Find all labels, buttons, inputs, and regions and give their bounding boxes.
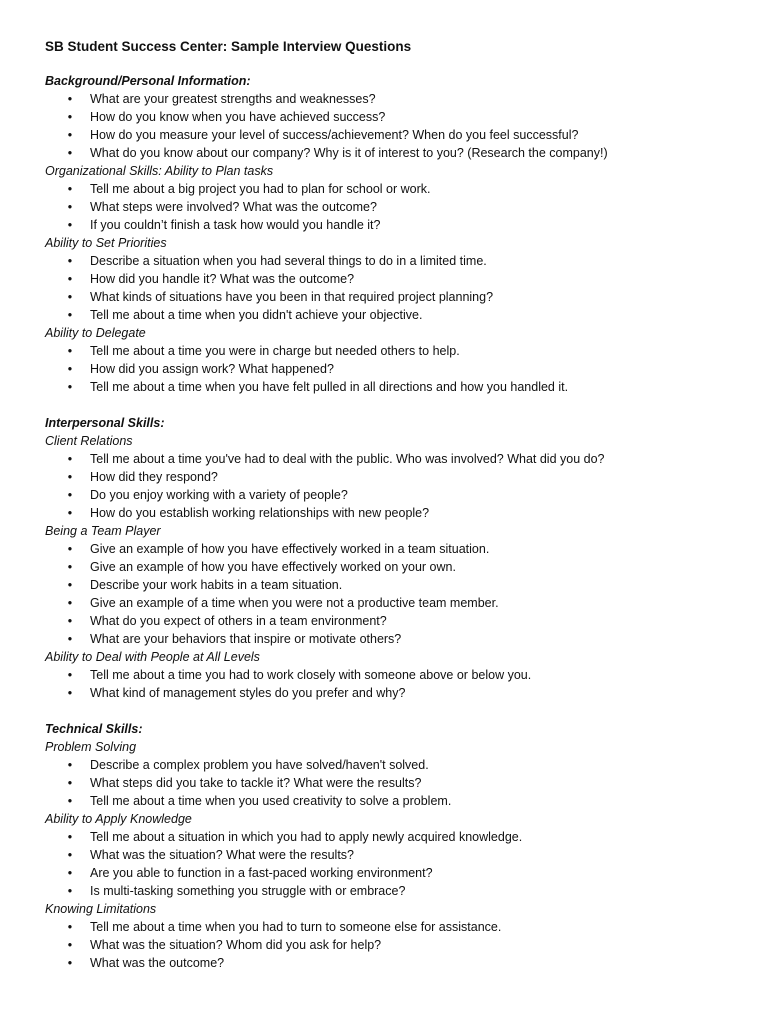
bullet-icon: •: [67, 344, 73, 358]
list-item-text: Describe a situation when you had several things to do in a limited time.: [90, 254, 487, 268]
subsection-heading: Ability to Set Priorities: [45, 236, 167, 250]
subsection-heading: Being a Team Player: [45, 524, 161, 538]
document-title: SB Student Success Center: Sample Interview Questions: [45, 39, 412, 54]
subsection-heading: Client Relations: [45, 434, 133, 448]
list-item-text: Is multi-tasking something you struggle with or embrace?: [90, 884, 406, 898]
subsection-heading: Problem Solving: [45, 740, 137, 754]
list-item-text: Describe your work habits in a team situation.: [90, 578, 343, 592]
bullet-icon: •: [67, 920, 73, 934]
bullet-icon: •: [67, 578, 73, 592]
bullet-icon: •: [67, 830, 73, 844]
list-item-text: Are you able to function in a fast-paced working environment?: [90, 866, 433, 880]
bullet-icon: •: [67, 632, 73, 646]
bullet-icon: •: [67, 182, 73, 196]
list-item-text: How do you know when you have achieved success?: [90, 110, 386, 124]
list-item-text: Tell me about a time you've had to deal with the public. Who was involved? What did you do?: [90, 452, 605, 466]
list-item-text: What was the outcome?: [90, 956, 225, 970]
section-heading: Interpersonal Skills:: [45, 416, 165, 430]
bullet-icon: •: [67, 848, 73, 862]
section-heading: Background/Personal Information:: [45, 74, 251, 88]
list-item-text: How do you establish working relationships with new people?: [90, 506, 430, 520]
bullet-icon: •: [67, 794, 73, 808]
list-item-text: Tell me about a big project you had to plan for school or work.: [90, 182, 431, 196]
bullet-icon: •: [67, 110, 73, 124]
bullet-icon: •: [67, 362, 73, 376]
bullet-icon: •: [67, 218, 73, 232]
list-item-text: What kind of management styles do you prefer and why?: [90, 686, 406, 700]
bullet-icon: •: [67, 506, 73, 520]
bullet-icon: •: [67, 956, 73, 970]
section-heading: Technical Skills:: [45, 722, 143, 736]
bullet-icon: •: [67, 272, 73, 286]
list-item-text: What was the situation? What were the results?: [90, 848, 355, 862]
list-item-text: Describe a complex problem you have solved/haven't solved.: [90, 758, 429, 772]
list-item-text: How do you measure your level of success/achievement? When do you feel successful?: [90, 128, 579, 142]
bullet-icon: •: [67, 380, 73, 394]
bullet-icon: •: [67, 542, 73, 556]
bullet-icon: •: [67, 866, 73, 880]
bullet-icon: •: [67, 560, 73, 574]
list-item-text: Tell me about a time when you didn't achieve your objective.: [90, 308, 423, 322]
list-item-text: What steps were involved? What was the outcome?: [90, 200, 377, 214]
bullet-icon: •: [67, 254, 73, 268]
bullet-icon: •: [67, 686, 73, 700]
list-item-text: Tell me about a time you were in charge but needed others to help.: [90, 344, 460, 358]
bullet-icon: •: [67, 146, 73, 160]
list-item-text: What kinds of situations have you been in that required project planning?: [90, 290, 494, 304]
list-item-text: Do you enjoy working with a variety of people?: [90, 488, 348, 502]
list-item-text: Give an example of how you have effectively worked in a team situation.: [90, 542, 490, 556]
subsection-heading: Knowing Limitations: [45, 902, 157, 916]
list-item-text: If you couldn’t finish a task how would you handle it?: [90, 218, 381, 232]
list-item-text: How did you handle it? What was the outcome?: [90, 272, 355, 286]
list-item-text: What are your greatest strengths and weaknesses?: [90, 92, 376, 106]
bullet-icon: •: [67, 308, 73, 322]
bullet-icon: •: [67, 452, 73, 466]
list-item-text: Tell me about a time when you have felt pulled in all directions and how you handled it.: [90, 380, 569, 394]
bullet-icon: •: [67, 470, 73, 484]
list-item-text: Tell me about a time when you had to turn to someone else for assistance.: [90, 920, 502, 934]
bullet-icon: •: [67, 884, 73, 898]
list-item-text: How did you assign work? What happened?: [90, 362, 334, 376]
bullet-icon: •: [67, 290, 73, 304]
list-item-text: What steps did you take to tackle it? What were the results?: [90, 776, 422, 790]
subsection-heading: Organizational Skills: Ability to Plan tasks: [45, 164, 274, 178]
list-item-text: Tell me about a time you had to work closely with someone above or below you.: [90, 668, 532, 682]
list-item-text: What do you expect of others in a team environment?: [90, 614, 387, 628]
list-item-text: Tell me about a time when you used creativity to solve a problem.: [90, 794, 452, 808]
bullet-icon: •: [67, 92, 73, 106]
bullet-icon: •: [67, 614, 73, 628]
list-item-text: Tell me about a situation in which you had to apply newly acquired knowledge.: [90, 830, 523, 844]
list-item-text: Give an example of a time when you were not a productive team member.: [90, 596, 499, 610]
bullet-icon: •: [67, 200, 73, 214]
bullet-icon: •: [67, 758, 73, 772]
list-item-text: What are your behaviors that inspire or motivate others?: [90, 632, 402, 646]
bullet-icon: •: [67, 668, 73, 682]
list-item-text: How did they respond?: [90, 470, 218, 484]
bullet-icon: •: [67, 128, 73, 142]
list-item-text: Give an example of how you have effectively worked on your own.: [90, 560, 456, 574]
list-item-text: What was the situation? Whom did you ask for help?: [90, 938, 382, 952]
bullet-icon: •: [67, 776, 73, 790]
list-item-text: What do you know about our company? Why is it of interest to you? (Research the company!): [90, 146, 608, 160]
subsection-heading: Ability to Deal with People at All Levels: [45, 650, 260, 664]
subsection-heading: Ability to Apply Knowledge: [45, 812, 192, 826]
bullet-icon: •: [67, 596, 73, 610]
subsection-heading: Ability to Delegate: [45, 326, 146, 340]
bullet-icon: •: [67, 938, 73, 952]
bullet-icon: •: [67, 488, 73, 502]
